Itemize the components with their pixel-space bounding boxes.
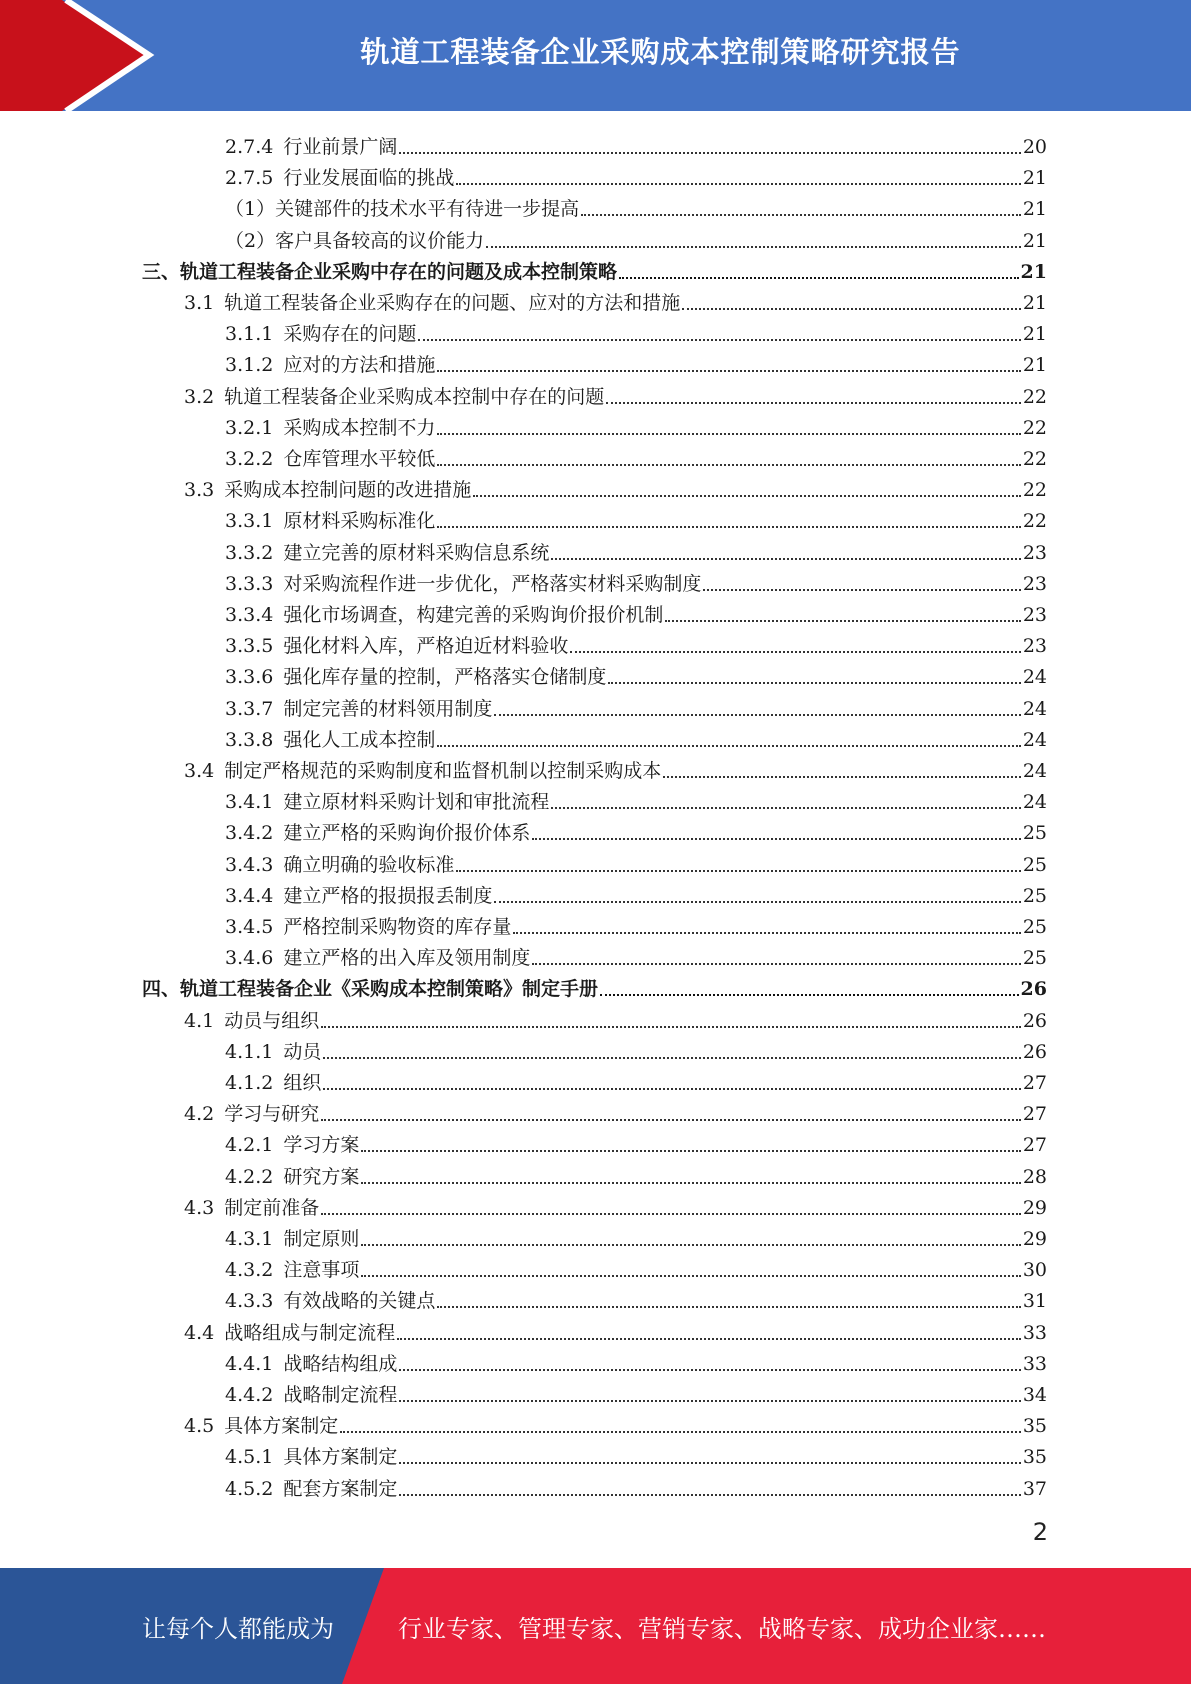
toc-entry[interactable]: [0, 752, 1191, 782]
toc-entry-number: 4.3.2: [225, 1259, 274, 1281]
toc-dot-leader: [619, 277, 1019, 279]
toc-entry-number: 3.3: [184, 479, 215, 501]
toc-dot-leader: [663, 776, 1021, 778]
toc-entry-number: 4.5.1: [225, 1446, 274, 1468]
toc-dot-leader: [321, 1026, 1021, 1028]
toc-entry-label: [225, 1353, 397, 1375]
toc-entry[interactable]: [0, 1438, 1191, 1468]
toc-entry[interactable]: [0, 222, 1191, 252]
toc-entry[interactable]: [0, 1064, 1191, 1094]
toc-dot-leader: [361, 1244, 1020, 1246]
toc-entry-label: [225, 354, 435, 376]
toc-entry-label: [225, 885, 492, 907]
toc-entry-page: 25: [1022, 854, 1047, 876]
toc-entry-title: 学习方案: [283, 1134, 360, 1156]
toc-entry-title: 建立原材料采购计划和审批流程: [283, 791, 550, 813]
page-number: 2: [1032, 1518, 1048, 1546]
toc-entry-number: 3.4.4: [225, 885, 274, 907]
toc-entry-page: 35: [1022, 1446, 1047, 1468]
toc-entry-page: 25: [1022, 947, 1047, 969]
toc-entry-number: 4.1.2: [225, 1072, 274, 1094]
toc-dot-leader: [600, 994, 1019, 996]
toc-entry-label: [225, 1072, 321, 1094]
toc-entry-number: 4.4: [184, 1322, 215, 1344]
toc-entry[interactable]: [0, 627, 1191, 657]
toc-entry-title: 组织: [283, 1072, 322, 1094]
footer-slogan-left: 让每个人都能成为: [142, 1614, 334, 1643]
toc-entry-title: 采购存在的问题: [283, 323, 417, 345]
toc-entry-title: 应对的方法和措施: [283, 354, 436, 376]
toc-entry-page: 37: [1022, 1478, 1047, 1500]
toc-entry[interactable]: [0, 877, 1191, 907]
toc-entry-page: 22: [1022, 510, 1047, 532]
footer-slogan-right: 行业专家、管理专家、营销专家、战略专家、成功企业家……: [398, 1614, 1046, 1643]
toc-entry-number: 3.2.1: [225, 417, 274, 439]
toc-dot-leader: [494, 714, 1020, 716]
toc-entry-title: 轨道工程装备企业采购成本控制中存在的问题: [224, 386, 605, 408]
toc-entry-title: 建立严格的出入库及领用制度: [283, 947, 531, 969]
toc-dot-leader: [437, 464, 1020, 466]
toc-entry-title: 战略结构组成: [283, 1353, 398, 1375]
toc-entry-title: 建立严格的采购询价报价体系: [283, 822, 531, 844]
toc-entry-page: 25: [1022, 916, 1047, 938]
toc-entry-label: [184, 1322, 395, 1344]
toc-entry-page: 21: [1022, 167, 1047, 189]
toc-entry-number: 3.4.3: [225, 854, 274, 876]
toc-entry-label: [225, 230, 484, 252]
toc-entry[interactable]: [0, 970, 1191, 1000]
toc-entry-title: 轨道工程装备企业采购存在的问题、应对的方法和措施: [224, 292, 681, 314]
toc-entry-page: 21: [1022, 230, 1047, 252]
toc-entry-label: [184, 1415, 338, 1437]
toc-entry-title: 采购成本控制问题的改进措施: [224, 479, 472, 501]
toc-entry-number: 3.1.1: [225, 323, 274, 345]
toc-entry-page: 29: [1022, 1197, 1047, 1219]
toc-entry-title: 确立明确的验收标准: [283, 854, 455, 876]
page-header: [0, 0, 1191, 111]
toc-entry-label: [184, 1197, 319, 1219]
toc-entry[interactable]: [0, 409, 1191, 439]
toc-entry-title: 具体方案制定: [224, 1415, 339, 1437]
toc-entry-number: 4.1: [184, 1010, 215, 1032]
toc-dot-leader: [682, 308, 1021, 310]
toc-entry[interactable]: [0, 378, 1191, 408]
toc-entry-page: 25: [1022, 822, 1047, 844]
toc-dot-leader: [361, 1275, 1020, 1277]
toc-entry-number: 3.1: [184, 292, 215, 314]
toc-dot-leader: [399, 152, 1020, 154]
toc-entry-number: 3.4: [184, 760, 215, 782]
toc-entry-label: [225, 167, 454, 189]
toc-entry-number: 4.3: [184, 1197, 215, 1219]
toc-entry-label: [225, 1384, 397, 1406]
toc-entry[interactable]: [0, 1189, 1191, 1219]
toc-entry[interactable]: [0, 1407, 1191, 1437]
toc-entry-label: [225, 417, 435, 439]
toc-entry-number: 3.3.1: [225, 510, 274, 532]
toc-entry-title: 强化库存量的控制，严格落实仓储制度: [283, 666, 607, 688]
toc-dot-leader: [473, 495, 1021, 497]
toc-dot-leader: [399, 1462, 1020, 1464]
toc-dot-leader: [532, 838, 1020, 840]
toc-entry-number: 2.7.4: [225, 136, 274, 158]
toc-entry[interactable]: [0, 1314, 1191, 1344]
toc-entry-number: 3.3.8: [225, 729, 274, 751]
toc-entry[interactable]: [0, 1345, 1191, 1375]
toc-entry-page: 28: [1022, 1166, 1047, 1188]
toc-entry-number: 4.3.1: [225, 1228, 274, 1250]
toc-entry-page: 30: [1022, 1259, 1047, 1281]
toc-entry-label: [225, 1166, 359, 1188]
toc-entry-page: 24: [1022, 791, 1047, 813]
toc-entry-title: 战略制定流程: [283, 1384, 398, 1406]
toc-entry-title: 四、轨道工程装备企业《采购成本控制策略》制定手册: [142, 978, 599, 1000]
toc-entry[interactable]: [0, 846, 1191, 876]
toc-dot-leader: [361, 1150, 1020, 1152]
toc-entry-title: 研究方案: [283, 1166, 360, 1188]
toc-dot-leader: [665, 620, 1020, 622]
toc-entry-label: [225, 448, 435, 470]
toc-dot-leader: [321, 1119, 1021, 1121]
toc-dot-leader: [513, 932, 1020, 934]
toc-entry-number: 4.2.1: [225, 1134, 274, 1156]
toc-dot-leader: [361, 1182, 1020, 1184]
toc-dot-leader: [399, 1494, 1020, 1496]
toc-entry-page: 21: [1020, 261, 1047, 283]
toc-dot-leader: [551, 807, 1020, 809]
toc-entry[interactable]: [0, 284, 1191, 314]
toc-entry-title: 配套方案制定: [283, 1478, 398, 1500]
toc-entry-title: 制定完善的材料领用制度: [283, 698, 493, 720]
toc-entry-title: 行业发展面临的挑战: [283, 167, 455, 189]
toc-entry-number: 3.4.1: [225, 791, 274, 813]
toc-entry-number: 3.2: [184, 386, 215, 408]
toc-entry[interactable]: [0, 1095, 1191, 1125]
toc-entry-number: 3.3.6: [225, 666, 274, 688]
toc-entry[interactable]: [0, 1251, 1191, 1281]
toc-entry-label: [225, 1290, 435, 1312]
report-title: 轨道工程装备企业采购成本控制策略研究报告: [360, 34, 961, 69]
toc-entry-number: 3.4.2: [225, 822, 274, 844]
toc-entry-title: 制定原则: [283, 1228, 360, 1250]
toc-entry-title: 制定严格规范的采购制度和监督机制以控制采购成本: [224, 760, 662, 782]
toc-entry-number: 4.5.2: [225, 1478, 274, 1500]
toc-entry-label: [225, 791, 549, 813]
toc-entry-number: 3.2.2: [225, 448, 274, 470]
toc-entry[interactable]: [0, 1126, 1191, 1156]
toc-entry-label: [225, 822, 530, 844]
toc-entry-page: 31: [1022, 1290, 1047, 1312]
toc-entry-number: 3.3.4: [225, 604, 274, 626]
toc-entry-title: 对采购流程作进一步优化，严格落实材料采购制度: [283, 573, 702, 595]
toc-entry-number: 4.4.1: [225, 1353, 274, 1375]
toc-entry-label: [225, 947, 530, 969]
toc-dot-leader: [437, 1306, 1020, 1308]
toc-entry-page: 21: [1022, 198, 1047, 220]
toc-entry-page: 33: [1022, 1322, 1047, 1344]
toc-entry-page: 21: [1022, 354, 1047, 376]
page-footer: [0, 1568, 1191, 1684]
toc-entry[interactable]: [0, 1033, 1191, 1063]
toc-entry-title: 行业前景广阔: [283, 136, 398, 158]
toc-dot-leader: [418, 339, 1020, 341]
toc-entry[interactable]: [0, 565, 1191, 595]
toc-dot-leader: [581, 214, 1021, 216]
toc-entry-label: [225, 323, 416, 345]
toc-entry-title: 学习与研究: [224, 1103, 320, 1125]
toc-entry-page: 27: [1022, 1103, 1047, 1125]
toc-entry-number: 3.3.3: [225, 573, 274, 595]
toc-entry-page: 21: [1022, 323, 1047, 345]
toc-entry-page: 26: [1022, 1010, 1047, 1032]
toc-entry-page: 20: [1022, 136, 1047, 158]
toc-dot-leader: [397, 1338, 1021, 1340]
toc-entry-page: 29: [1022, 1228, 1047, 1250]
toc-entry[interactable]: [0, 440, 1191, 470]
toc-entry-page: 33: [1022, 1353, 1047, 1375]
toc-entry-label: [225, 136, 397, 158]
toc-entry[interactable]: [0, 908, 1191, 938]
toc-entry-number: 3.1.2: [225, 354, 274, 376]
toc-entry-label: [225, 666, 606, 688]
toc-entry-label: [225, 510, 435, 532]
toc-entry-page: 26: [1022, 1041, 1047, 1063]
toc-entry[interactable]: [0, 1470, 1191, 1500]
toc-entry-title: 建立完善的原材料采购信息系统: [283, 542, 550, 564]
toc-entry-page: 22: [1022, 448, 1047, 470]
toc-entry-title: （1）关键部件的技术水平有待进一步提高: [225, 198, 580, 220]
toc-entry-page: 23: [1022, 573, 1047, 595]
toc-entry-page: 25: [1022, 885, 1047, 907]
toc-entry-title: 制定前准备: [224, 1197, 320, 1219]
toc-entry-page: 21: [1022, 292, 1047, 314]
toc-entry-title: 原材料采购标准化: [283, 510, 436, 532]
toc-entry-page: 35: [1022, 1415, 1047, 1437]
toc-entry[interactable]: [0, 346, 1191, 376]
toc-entry-number: 4.3.3: [225, 1290, 274, 1312]
toc-entry-label: [142, 261, 617, 283]
toc-entry-label: [225, 573, 701, 595]
toc-entry-label: [142, 978, 598, 1000]
toc-entry[interactable]: [0, 783, 1191, 813]
toc-entry[interactable]: [0, 596, 1191, 626]
toc-entry-label: [225, 854, 454, 876]
toc-entry-label: [225, 1041, 321, 1063]
toc-entry-title: 强化材料入库，严格迫近材料验收: [283, 635, 569, 657]
toc-entry-number: 4.4.2: [225, 1384, 274, 1406]
toc-entry-title: 战略组成与制定流程: [224, 1322, 396, 1344]
toc-dot-leader: [456, 183, 1020, 185]
toc-dot-leader: [494, 901, 1020, 903]
toc-dot-leader: [608, 682, 1020, 684]
toc-entry-page: 24: [1022, 698, 1047, 720]
toc-dot-leader: [456, 870, 1020, 872]
toc-entry[interactable]: [0, 534, 1191, 564]
toc-entry[interactable]: [0, 658, 1191, 688]
toc-entry-page: 23: [1022, 635, 1047, 657]
toc-entry-number: 2.7.5: [225, 167, 274, 189]
toc-entry[interactable]: [0, 939, 1191, 969]
toc-entry[interactable]: [0, 1376, 1191, 1406]
toc-entry-label: [225, 198, 579, 220]
toc-entry-label: [225, 635, 568, 657]
toc-entry[interactable]: [0, 1282, 1191, 1312]
toc-entry-page: 24: [1022, 760, 1047, 782]
toc-entry-page: 23: [1022, 604, 1047, 626]
toc-entry-number: 4.5: [184, 1415, 215, 1437]
toc-entry-label: [184, 479, 471, 501]
toc-entry-title: 具体方案制定: [283, 1446, 398, 1468]
toc-entry-page: 27: [1022, 1072, 1047, 1094]
toc-entry-label: [225, 1259, 359, 1281]
toc-dot-leader: [606, 402, 1021, 404]
toc-entry-number: 3.3.2: [225, 542, 274, 564]
toc-dot-leader: [340, 1431, 1021, 1433]
toc-entry-label: [225, 604, 663, 626]
toc-entry[interactable]: [0, 1220, 1191, 1250]
toc-entry[interactable]: [0, 159, 1191, 189]
toc-entry-title: 严格控制采购物资的库存量: [283, 916, 512, 938]
toc-entry-label: [184, 1103, 319, 1125]
toc-entry-page: 23: [1022, 542, 1047, 564]
toc-entry-label: [225, 1228, 359, 1250]
toc-dot-leader: [323, 1088, 1020, 1090]
toc-entry[interactable]: [0, 315, 1191, 345]
toc-entry-title: 注意事项: [283, 1259, 360, 1281]
toc-entry-page: 26: [1020, 978, 1047, 1000]
toc-entry-number: 4.2: [184, 1103, 215, 1125]
toc-entry-label: [225, 1134, 359, 1156]
toc-entry-title: （2）客户具备较高的议价能力: [225, 230, 485, 252]
toc-entry[interactable]: [0, 190, 1191, 220]
toc-entry-title: 动员与组织: [224, 1010, 320, 1032]
toc-entry-page: 34: [1022, 1384, 1047, 1406]
toc-dot-leader: [486, 246, 1021, 248]
toc-entry[interactable]: [0, 253, 1191, 283]
toc-dot-leader: [551, 558, 1020, 560]
toc-entry-label: [225, 542, 549, 564]
toc-entry-title: 动员: [283, 1041, 322, 1063]
toc-entry-page: 24: [1022, 729, 1047, 751]
toc-entry[interactable]: [0, 471, 1191, 501]
toc-entry[interactable]: [0, 128, 1191, 158]
toc-entry-title: 三、轨道工程装备企业采购中存在的问题及成本控制策略: [142, 261, 618, 283]
toc-entry[interactable]: [0, 1002, 1191, 1032]
toc-entry-page: 24: [1022, 666, 1047, 688]
toc-dot-leader: [399, 1400, 1020, 1402]
toc-dot-leader: [437, 370, 1020, 372]
toc-entry-label: [225, 916, 511, 938]
toc-dot-leader: [532, 963, 1020, 965]
toc-entry-title: 强化市场调查，构建完善的采购询价报价机制: [283, 604, 664, 626]
toc-entry-number: 3.4.6: [225, 947, 274, 969]
toc-entry[interactable]: [0, 721, 1191, 751]
toc-entry-label: [184, 386, 604, 408]
toc-entry-title: 仓库管理水平较低: [283, 448, 436, 470]
toc-entry-page: 27: [1022, 1134, 1047, 1156]
toc-dot-leader: [703, 589, 1020, 591]
toc-dot-leader: [399, 1369, 1020, 1371]
toc-dot-leader: [321, 1213, 1021, 1215]
toc-entry[interactable]: [0, 1158, 1191, 1188]
toc-entry[interactable]: [0, 690, 1191, 720]
toc-entry-number: 4.2.2: [225, 1166, 274, 1188]
toc-entry-number: 3.3.5: [225, 635, 274, 657]
toc-entry-title: 建立严格的报损报丢制度: [283, 885, 493, 907]
toc-entry-label: [225, 1446, 397, 1468]
toc-entry-title: 采购成本控制不力: [283, 417, 436, 439]
toc-entry-label: [184, 1010, 319, 1032]
toc-entry-page: 22: [1022, 479, 1047, 501]
toc-dot-leader: [437, 526, 1020, 528]
toc-dot-leader: [437, 433, 1020, 435]
toc-dot-leader: [437, 745, 1020, 747]
toc-entry-label: [225, 729, 435, 751]
toc-entry-label: [184, 292, 680, 314]
toc-entry[interactable]: [0, 814, 1191, 844]
toc-entry-number: 3.4.5: [225, 916, 274, 938]
toc-dot-leader: [323, 1057, 1020, 1059]
toc-entry-page: 22: [1022, 417, 1047, 439]
toc-entry-label: [184, 760, 661, 782]
toc-entry-number: 3.3.7: [225, 698, 274, 720]
toc-entry-title: 强化人工成本控制: [283, 729, 436, 751]
toc-entry-title: 有效战略的关键点: [283, 1290, 436, 1312]
toc-entry-label: [225, 698, 492, 720]
toc-dot-leader: [570, 651, 1020, 653]
toc-entry-page: 22: [1022, 386, 1047, 408]
toc-entry[interactable]: [0, 502, 1191, 532]
toc-entry-number: 4.1.1: [225, 1041, 274, 1063]
toc-entry-label: [225, 1478, 397, 1500]
